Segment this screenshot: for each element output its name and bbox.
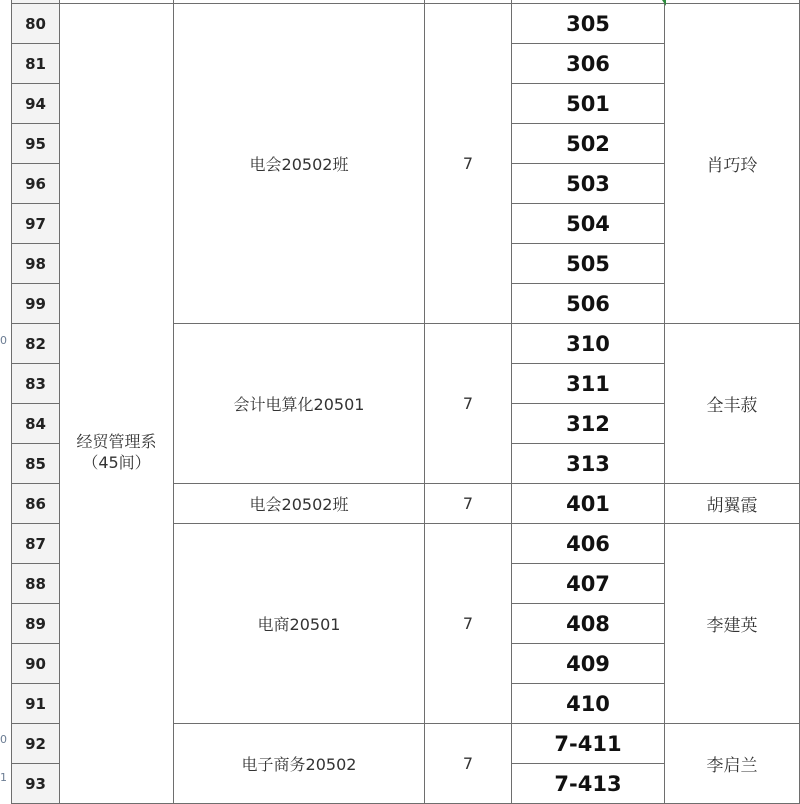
teacher-cell[interactable]: 李启兰 [665, 724, 800, 804]
room-cell[interactable]: 503 [512, 164, 665, 204]
row-number[interactable]: 89 [12, 604, 60, 644]
count-cell[interactable]: 7 [425, 524, 512, 724]
count-cell[interactable]: 7 [425, 484, 512, 524]
row-number[interactable]: 86 [12, 484, 60, 524]
room-cell[interactable]: 306 [512, 44, 665, 84]
gutter-fragment: 1 [0, 771, 7, 784]
count-cell[interactable]: 7 [425, 4, 512, 324]
room-cell[interactable]: 7-411 [512, 724, 665, 764]
row-number[interactable]: 97 [12, 204, 60, 244]
room-cell[interactable]: 310 [512, 324, 665, 364]
gutter-fragment: 0 [0, 733, 7, 746]
row-number[interactable]: 83 [12, 364, 60, 404]
room-cell[interactable]: 408 [512, 604, 665, 644]
left-gutter [0, 0, 11, 802]
department-name: 经贸管理系 [76, 431, 157, 451]
row-number[interactable]: 94 [12, 84, 60, 124]
teacher-cell[interactable]: 李建英 [665, 524, 800, 724]
count-cell[interactable]: 7 [425, 724, 512, 804]
room-cell[interactable]: 501 [512, 84, 665, 124]
table-row [12, 4, 800, 44]
teacher-cell[interactable]: 全丰菽 [665, 324, 800, 484]
classroom-table [11, 0, 800, 804]
room-cell[interactable]: 305 [512, 4, 665, 44]
class-name-cell[interactable]: 电商20501 [174, 524, 425, 724]
room-cell[interactable]: 505 [512, 244, 665, 284]
row-number[interactable]: 91 [12, 684, 60, 724]
class-name-cell[interactable]: 电会20502班 [174, 4, 425, 324]
room-cell[interactable]: 406 [512, 524, 665, 564]
row-number[interactable]: 90 [12, 644, 60, 684]
row-number[interactable]: 80 [12, 4, 60, 44]
row-number[interactable]: 85 [12, 444, 60, 484]
room-cell[interactable]: 502 [512, 124, 665, 164]
row-number[interactable]: 96 [12, 164, 60, 204]
row-number[interactable]: 93 [12, 764, 60, 804]
count-cell[interactable]: 7 [425, 324, 512, 484]
teacher-cell[interactable]: 胡翼霞 [665, 484, 800, 524]
department-cell[interactable] [60, 4, 174, 804]
room-cell[interactable]: 504 [512, 204, 665, 244]
class-name-cell[interactable]: 电会20502班 [174, 484, 425, 524]
room-cell[interactable]: 313 [512, 444, 665, 484]
room-cell[interactable]: 401 [512, 484, 665, 524]
row-number[interactable]: 82 [12, 324, 60, 364]
row-number[interactable]: 99 [12, 284, 60, 324]
class-name-cell[interactable]: 会计电算化20501 [174, 324, 425, 484]
cell-comment-marker [662, 0, 666, 6]
row-number[interactable]: 92 [12, 724, 60, 764]
row-number[interactable]: 95 [12, 124, 60, 164]
room-cell[interactable]: 311 [512, 364, 665, 404]
room-cell[interactable]: 7-413 [512, 764, 665, 804]
room-cell[interactable]: 506 [512, 284, 665, 324]
row-number[interactable]: 84 [12, 404, 60, 444]
row-number[interactable]: 81 [12, 44, 60, 84]
room-cell[interactable]: 312 [512, 404, 665, 444]
room-cell[interactable]: 409 [512, 644, 665, 684]
teacher-cell[interactable]: 肖巧玲 [665, 4, 800, 324]
row-number[interactable]: 88 [12, 564, 60, 604]
room-cell[interactable]: 410 [512, 684, 665, 724]
row-number[interactable]: 98 [12, 244, 60, 284]
department-room-count: （45间） [82, 452, 151, 472]
room-cell[interactable]: 407 [512, 564, 665, 604]
class-name-cell[interactable]: 电子商务20502 [174, 724, 425, 804]
gutter-fragment: 0 [0, 334, 7, 347]
row-number[interactable]: 87 [12, 524, 60, 564]
